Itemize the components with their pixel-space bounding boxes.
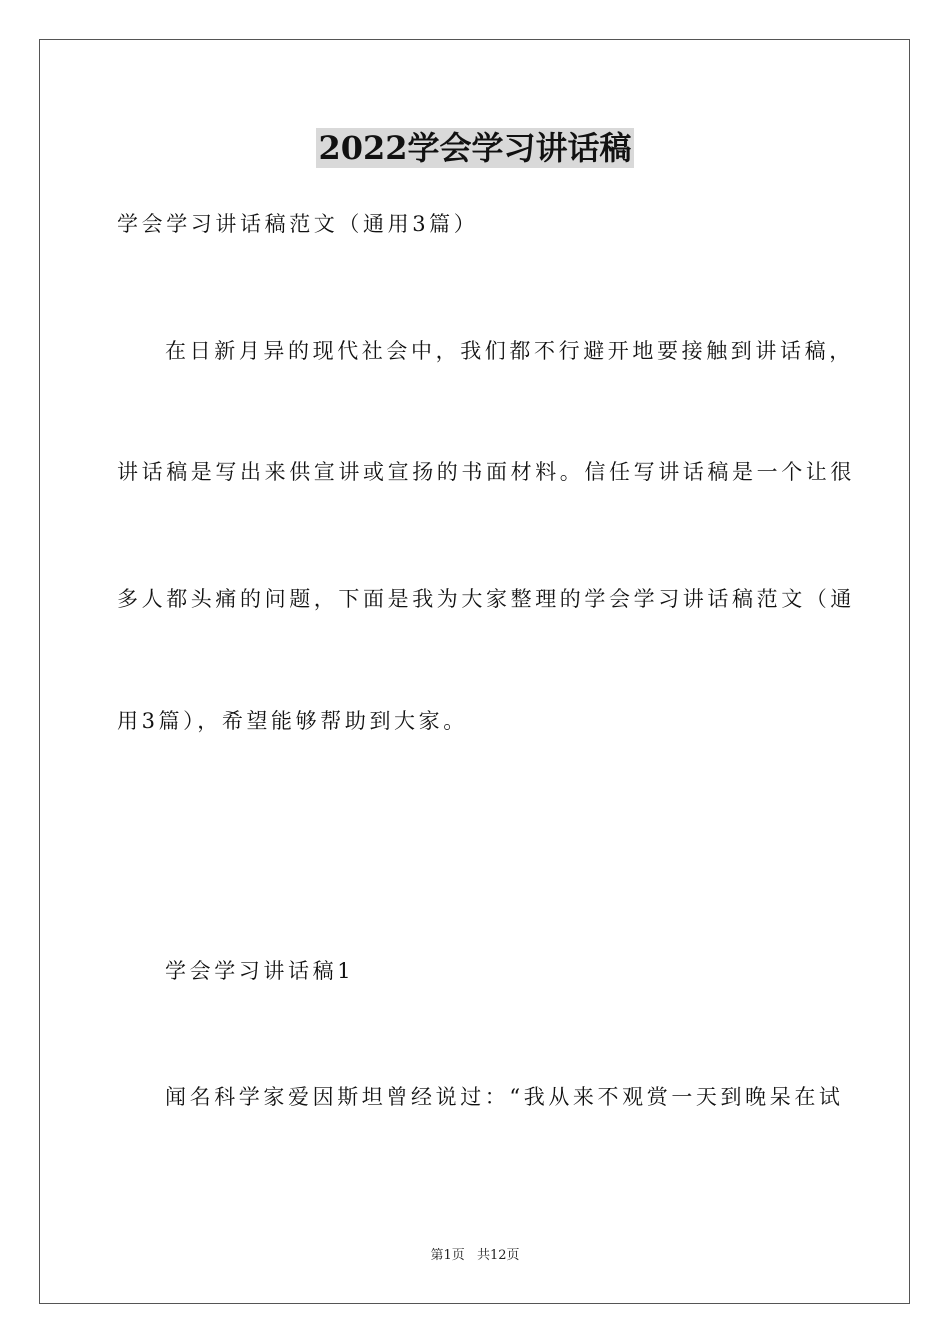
intro-line-4: 用3篇），希望能够帮助到大家。 <box>117 709 468 733</box>
title-container <box>0 128 950 168</box>
intro-line-3: 多人都头痛的问题，下面是我为大家整理的学会学习讲话稿范文（通 <box>117 587 855 611</box>
intro-line-2: 讲话稿是写出来供宣讲或宣扬的书面材料。信任写讲话稿是一个让很 <box>117 460 855 484</box>
page-current: 第1页 <box>430 1248 465 1263</box>
body-line-1: 闻名科学家爱因斯坦曾经说过：“我从来不观赏一天到晚呆在试 <box>165 1085 844 1109</box>
page-total: 共12页 <box>476 1248 520 1263</box>
intro-line-1: 在日新月异的现代社会中，我们都不行避开地要接触到讲话稿， <box>165 339 854 363</box>
document-title: 2022学会学习讲话稿 <box>318 129 632 167</box>
page-footer <box>0 1247 950 1265</box>
document-subtitle: 学会学习讲话稿范文（通用3篇） <box>117 212 479 236</box>
section-heading: 学会学习讲话稿1 <box>165 959 355 983</box>
